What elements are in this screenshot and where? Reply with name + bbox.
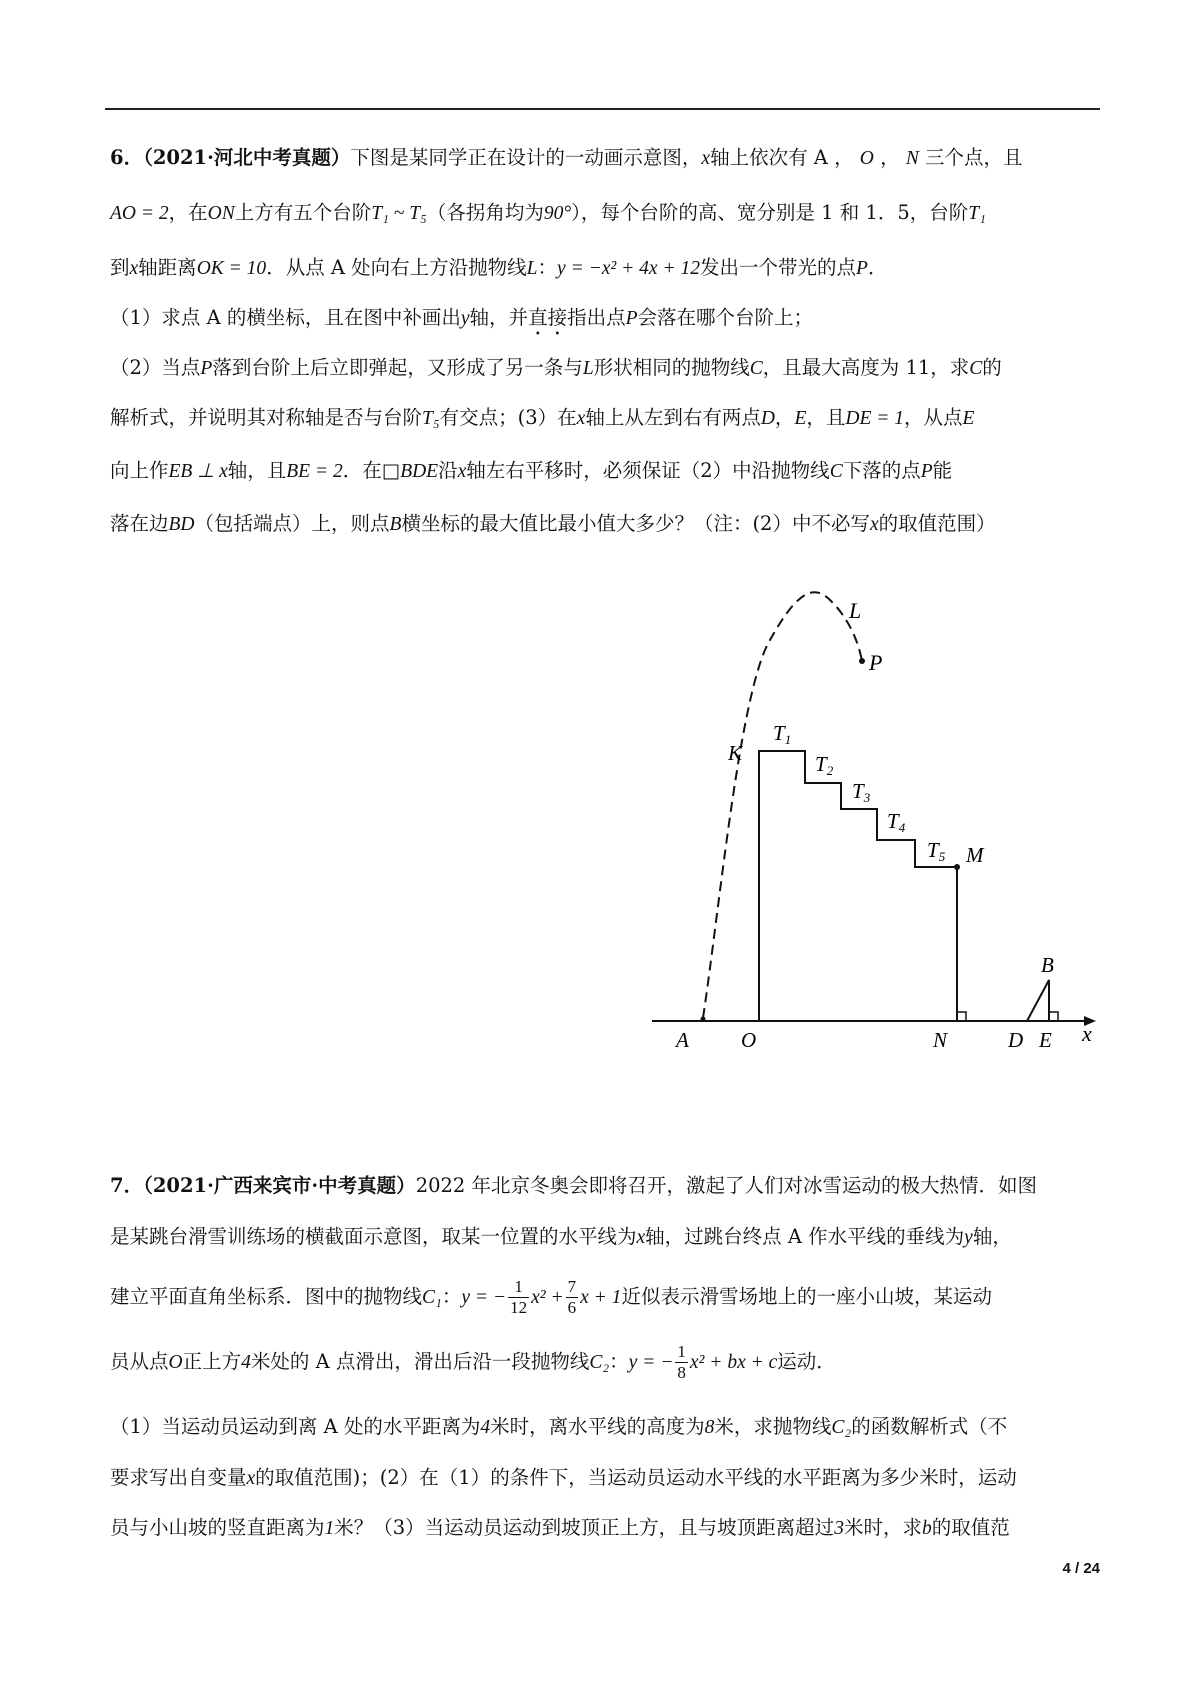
fraction-7-6: $\frac{7}{6}$ — [567, 1277, 577, 1317]
right-angle-N — [957, 1012, 966, 1021]
point-P — [859, 658, 865, 664]
q7-part-1-a: （1）当运动员运动到离 A 处的水平距离为4米时，离水平线的高度为8米，求抛物线C₂的函数解析式（不 — [110, 1415, 1008, 1438]
q6-part-3-a: 向上作EB ⊥ x轴，且BE = 2．在□BDE沿x轴左右平移时，必须保证（2）中沿抛物线C下落的点P能 — [110, 459, 953, 482]
q6-source: （2021·河北中考真题） — [143, 146, 351, 169]
fraction-1-12: $\frac{1}{12}$ — [510, 1277, 528, 1317]
q6-line-1: 6．（2021·河北中考真题）下图是某同学正在设计的一动画示意图，x轴上依次有 A ， O ， N 三个点，且 — [110, 146, 1023, 169]
label-M: M — [966, 843, 984, 867]
label-T5: T5 — [927, 838, 946, 864]
label-T1: T1 — [773, 721, 792, 747]
label-K: K — [728, 741, 743, 765]
q7-line-3: 建立平面直角坐标系．图中的抛物线C₁：y = − $\frac{1}{12}$ x² + $\frac{7}{6}$ x + 1近似表示滑雪场地上的一座小山坡，某运动 — [110, 1277, 992, 1317]
page-number: 4 / 24 — [1062, 1560, 1100, 1577]
label-N: N — [933, 1028, 948, 1052]
label-B: B — [1041, 953, 1054, 977]
q7-part-1-b: 要求写出自变量x的取值范围)；(2）在（1）的条件下，当运动员运动水平线的水平距离为多少米时，运动 — [110, 1466, 1017, 1489]
point-A — [701, 1017, 706, 1022]
q6-number: 6． — [110, 146, 144, 169]
right-angle-E — [1049, 1012, 1058, 1021]
parabola-L — [703, 592, 862, 1018]
label-T3: T3 — [852, 779, 871, 805]
label-L: L — [849, 598, 862, 623]
label-D: D — [1008, 1028, 1024, 1052]
label-O: O — [741, 1028, 757, 1052]
q7-source: （2021·广西来宾市·中考真题） — [143, 1174, 416, 1197]
q7-part-3: 员与小山坡的竖直距离为1米？（3）当运动员运动到坡顶正上方，且与坡顶距离超过3米时，求b的取值范 — [110, 1516, 1010, 1539]
label-x: x — [1082, 1021, 1092, 1046]
q7-line-4: 员从点O正上方4米处的 A 点滑出，滑出后沿一段抛物线C₂：y = − $\frac{1}{8}$ x² + bx + c运动． — [110, 1342, 836, 1382]
label-T2: T2 — [815, 752, 834, 778]
q6-line-2: AO = 2，在ON上方有五个台阶T₁ ~ T₅（各拐角均为90°），每个台阶的高、宽分别是 1 和 1．5，台阶T₁ — [110, 201, 986, 224]
emphasis-direct: 直接 — [528, 306, 568, 329]
q6-line-3: 到x轴距离OK = 10．从点 A 处向右上方沿抛物线L：y = −x² + 4x + 12发出一个带光的点P． — [110, 256, 888, 279]
q7-number: 7． — [110, 1174, 144, 1197]
point-M — [954, 864, 960, 870]
q6-part-2-b: 解析式，并说明其对称轴是否与台阶T₅有交点；(3）在x轴上从左到右有两点D，E，且DE = 1，从点E — [110, 406, 975, 429]
label-T4: T4 — [887, 809, 906, 835]
label-P: P — [869, 650, 883, 675]
q6-part-1: （1）求点 A 的横坐标，且在图中补画出y轴，并直接指出点P会落在哪个台阶上； — [110, 306, 814, 329]
label-E: E — [1039, 1028, 1052, 1052]
label-A: A — [676, 1028, 689, 1052]
triangle-BDE — [1027, 980, 1049, 1021]
q7-line-1: 7．（2021·广西来宾市·中考真题）2022 年北京冬奥会即将召开，激起了人们对冰雪运动的极大热情．如图 — [110, 1174, 1038, 1197]
q7-line-2: 是某跳台滑雪训练场的横截面示意图，取某一位置的水平线为x轴，过跳台终点 A 作水平线的垂线为y轴， — [110, 1225, 1012, 1248]
q6-part-3-b: 落在边BD（包括端点）上，则点B横坐标的最大值比最小值大多少？（注：(2）中不必写x的取值范围） — [110, 512, 996, 535]
fraction-1-8: $\frac{1}{8}$ — [677, 1342, 686, 1382]
q6-part-2-a: （2）当点P落到台阶上后立即弹起，又形成了另一条与L形状相同的抛物线C，且最大高度为 11，求C的 — [110, 356, 1002, 379]
